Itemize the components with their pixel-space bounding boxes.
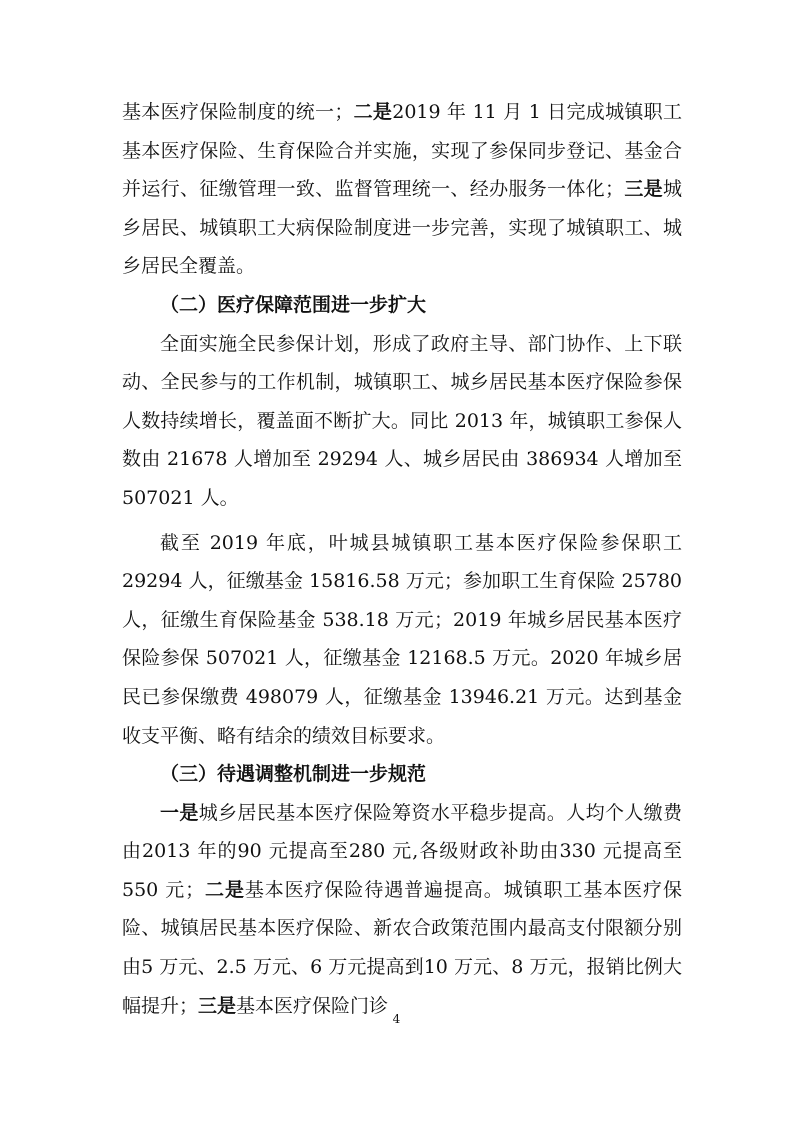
bold-enumerator: 三是 [198,994,237,1017]
bold-enumerator: 二是 [353,101,393,123]
paragraph-text: 2019 年 11 月 1 日完成城镇职工基本医疗保险、生育保险合并实施，实现了参保同步登记、基金合并运行、征缴管理一致、监督管理统一、经办服务一体化； [122,101,682,201]
bold-enumerator: 三是 [624,178,663,201]
section-heading-coverage: （二）医疗保障范围进一步扩大 [160,293,427,316]
paragraph-benefits [122,794,682,1026]
page-number: 4 [392,1012,401,1026]
paragraph-statistics: 截至 2019 年底，叶城县城镇职工基本医疗保险参保职工 29294 人，征缴基金 15816.58 万元；参加职工生育保险 25780 人，征缴生育保险基金 538.18 万元；2019 年城乡居民基本医疗保险参保 507021 人，征缴基金 12168.5 万元。2020 年城乡居民已参保缴费 498079 人，征缴基金 13946.21 万元。达到基金收支平衡、略有结余的绩效目标要求。 [122,531,682,747]
paragraph-text: 基本医疗保险制度的统一； [122,101,354,123]
document-body [122,93,682,1025]
paragraph-insurance-unification [122,93,682,286]
paragraph-text: 基本医疗保险待遇普遍提高。城镇职工基本医疗保险、城镇居民基本医疗保险、新农合政策范围内最高支付限额分别由5 万元、2.5 万元、6 万元提高到10 万元、8 万元，报销比例大幅提升； [122,878,682,1017]
section-heading-benefits: （三）待遇调整机制进一步规范 [160,763,427,786]
bold-enumerator: 二是 [204,878,245,901]
bold-enumerator: 一是 [160,801,199,824]
paragraph-coverage: 全面实施全民参保计划，形成了政府主导、部门协作、上下联动、全民参与的工作机制，城镇职工、城乡居民基本医疗保险参保人数持续增长，覆盖面不断扩大。同比 2013 年，城镇职工参保人数由 21678 人增加至 29294 人、城乡居民由 386934 人增加至 507021 人。 [122,332,682,509]
paragraph-text: 基本医疗保险门诊 [236,994,389,1017]
paragraph-text: 城乡居民、城镇职工大病保险制度进一步完善，实现了城镇职工、城乡居民全覆盖。 [122,178,682,278]
paragraph-text: 城乡居民基本医疗保险筹资水平稳步提高。人均个人缴费由2013 年的90 元提高至280 元,各级财政补助由330 元提高至550 元； [122,801,682,901]
